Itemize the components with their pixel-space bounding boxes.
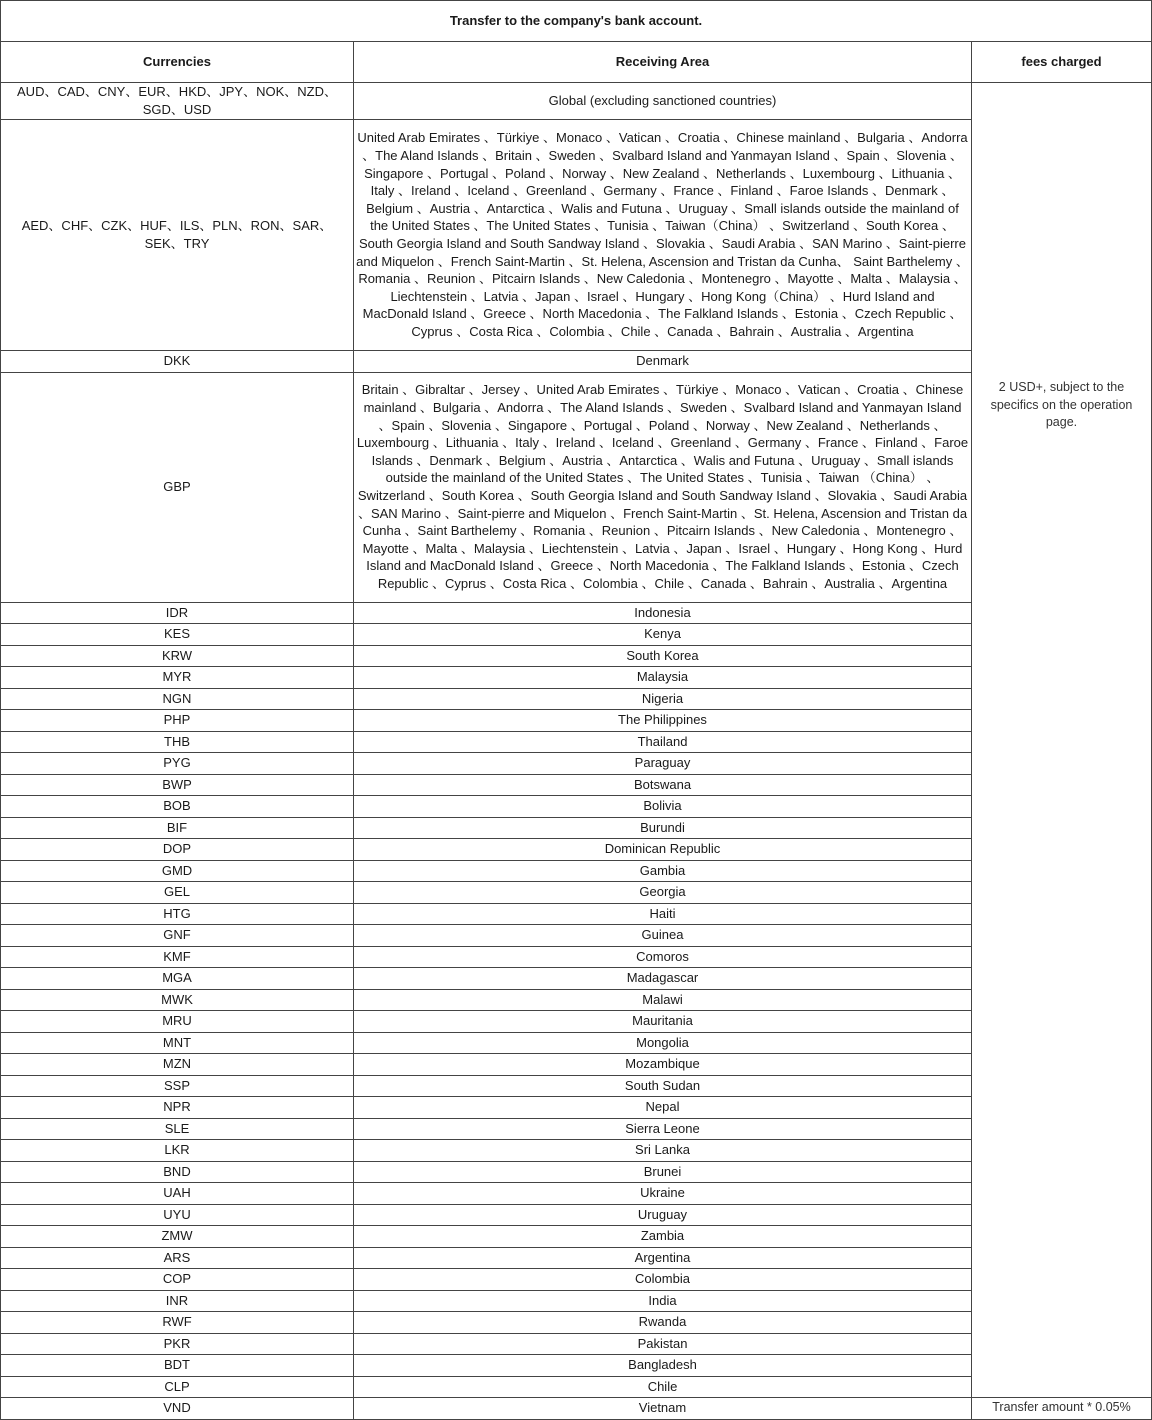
currency-cell: GMD	[1, 860, 354, 882]
currency-cell: AED、CHF、CZK、HUF、ILS、PLN、RON、SAR、SEK、TRY	[1, 120, 354, 351]
receiving-area-cell: Indonesia	[354, 602, 972, 624]
currency-cell: KES	[1, 624, 354, 646]
currency-cell: GEL	[1, 882, 354, 904]
table-title: Transfer to the company's bank account.	[1, 1, 1152, 42]
receiving-area-cell: The Philippines	[354, 710, 972, 732]
receiving-area-cell: Zambia	[354, 1226, 972, 1248]
header-currencies: Currencies	[1, 42, 354, 83]
header-fees-charged: fees charged	[972, 42, 1152, 83]
receiving-area-cell: South Korea	[354, 645, 972, 667]
receiving-area-cell: Vietnam	[354, 1398, 972, 1420]
receiving-area-cell: Sri Lanka	[354, 1140, 972, 1162]
receiving-area-cell: Madagascar	[354, 968, 972, 990]
currency-cell: MRU	[1, 1011, 354, 1033]
currency-cell: PHP	[1, 710, 354, 732]
fees-charged-cell: 2 USD+, subject to the specifics on the operation page.	[972, 83, 1152, 1398]
receiving-area-cell: Uruguay	[354, 1204, 972, 1226]
receiving-area-cell: Botswana	[354, 774, 972, 796]
receiving-area-cell: Mozambique	[354, 1054, 972, 1076]
currency-cell: BOB	[1, 796, 354, 818]
receiving-area-cell: Sierra Leone	[354, 1118, 972, 1140]
currency-cell: GNF	[1, 925, 354, 947]
currency-cell: BDT	[1, 1355, 354, 1377]
table-body	[1, 83, 1152, 1420]
receiving-area-cell: Burundi	[354, 817, 972, 839]
currency-cell: VND	[1, 1398, 354, 1420]
currency-cell: DKK	[1, 351, 354, 373]
receiving-area-cell: India	[354, 1290, 972, 1312]
receiving-area-cell: Thailand	[354, 731, 972, 753]
currency-cell: DOP	[1, 839, 354, 861]
currency-cell: MNT	[1, 1032, 354, 1054]
receiving-area-cell: Denmark	[354, 351, 972, 373]
currency-cell: CLP	[1, 1376, 354, 1398]
receiving-area-cell: Georgia	[354, 882, 972, 904]
receiving-area-cell: Gambia	[354, 860, 972, 882]
receiving-area-cell: Nepal	[354, 1097, 972, 1119]
receiving-area-cell: Argentina	[354, 1247, 972, 1269]
fees-charged-last-cell: Transfer amount * 0.05%	[972, 1398, 1152, 1420]
currency-cell: LKR	[1, 1140, 354, 1162]
currency-cell: COP	[1, 1269, 354, 1291]
receiving-area-cell: South Sudan	[354, 1075, 972, 1097]
receiving-area-cell: Pakistan	[354, 1333, 972, 1355]
receiving-area-cell: Malawi	[354, 989, 972, 1011]
currency-cell: NPR	[1, 1097, 354, 1119]
receiving-area-cell: Guinea	[354, 925, 972, 947]
currency-cell: THB	[1, 731, 354, 753]
currency-cell: BND	[1, 1161, 354, 1183]
table-row	[1, 1398, 1152, 1420]
receiving-area-cell: Colombia	[354, 1269, 972, 1291]
currency-cell: RWF	[1, 1312, 354, 1334]
currency-cell: MWK	[1, 989, 354, 1011]
receiving-area-cell: Britain 、Gibraltar 、Jersey 、United Arab Emirates 、Türkiye 、Monaco 、Vatican 、Croatia 、Chinese mainland 、Bulgaria 、Andorra 、The Aland Islands 、Sweden 、Svalbard Island and Yanmayan Island 、Spain 、Slovenia 、Singapore 、Portugal 、Poland 、Norway 、New Zealand 、Netherlands 、Luxembourg 、Lithuania 、Italy 、Ireland 、Iceland 、Greenland 、Germany 、France 、Finland 、Faroe Islands 、Denmark 、Belgium 、Austria 、Antarctica 、Walis and Futuna 、Uruguay 、Small islands outside the mainland of the United States 、The United States 、Tunisia 、Taiwan （China） 、Switzerland 、South Korea 、South Georgia Island and South Sandway Island 、Slovakia 、Saudi Arabia 、SAN Marino 、Saint-pierre and Miquelon 、French Saint-Martin 、St. Helena, Ascension and Tristan da Cunha 、Saint Barthelemy 、Romania 、Reunion 、Pitcairn Islands 、New Caledonia 、Montenegro 、Mayotte 、Malta 、Malaysia 、Liechtenstein 、Latvia 、Japan 、Israel 、Hungary 、Hong Kong 、Hurd Island and MacDonald Island 、Greece 、North Macedonia 、The Falkland Islands 、Estonia 、Czech Republic 、Cyprus 、Costa Rica 、Colombia 、Chile 、Canada 、Bahrain 、Australia 、Argentina	[354, 372, 972, 602]
currency-cell: NGN	[1, 688, 354, 710]
currency-cell: HTG	[1, 903, 354, 925]
currency-cell: ARS	[1, 1247, 354, 1269]
currency-cell: BWP	[1, 774, 354, 796]
table-row	[1, 83, 1152, 120]
currency-cell: UYU	[1, 1204, 354, 1226]
currency-cell: KRW	[1, 645, 354, 667]
currency-cell: MZN	[1, 1054, 354, 1076]
currency-cell: ZMW	[1, 1226, 354, 1248]
receiving-area-cell: Brunei	[354, 1161, 972, 1183]
currency-cell: SLE	[1, 1118, 354, 1140]
currency-cell: SSP	[1, 1075, 354, 1097]
currency-cell: PKR	[1, 1333, 354, 1355]
receiving-area-cell: Paraguay	[354, 753, 972, 775]
receiving-area-cell: Rwanda	[354, 1312, 972, 1334]
receiving-area-cell: Global (excluding sanctioned countries)	[354, 83, 972, 120]
receiving-area-cell: Chile	[354, 1376, 972, 1398]
receiving-area-cell: Comoros	[354, 946, 972, 968]
currency-cell: GBP	[1, 372, 354, 602]
receiving-area-cell: United Arab Emirates 、Türkiye 、Monaco 、Vatican 、Croatia 、Chinese mainland 、Bulgaria 、Andorra 、The Aland Islands 、Britain 、Sweden 、Svalbard Island and Yanmayan Island 、Spain 、Slovenia 、Singapore 、Portugal 、Poland 、Norway 、New Zealand 、Netherlands 、Luxembourg 、Lithuania 、Italy 、Ireland 、Iceland 、Greenland 、Germany 、France 、Finland 、Faroe Islands 、Denmark 、Belgium 、Austria 、Antarctica 、Walis and Futuna 、Uruguay 、Small islands outside the mainland of the United States 、The United States 、Tunisia 、Taiwan（China） 、Switzerland 、South Korea 、South Georgia Island and South Sandway Island 、Slovakia 、Saudi Arabia 、SAN Marino 、Saint-pierre and Miquelon 、French Saint-Martin 、St. Helena, Ascension and Tristan da Cunha、 Saint Barthelemy 、Romania 、Reunion 、Pitcairn Islands 、New Caledonia 、Montenegro 、Mayotte 、Malta 、Malaysia 、Liechtenstein 、Latvia 、Japan 、Israel 、Hungary 、Hong Kong（China） 、Hurd Island and MacDonald Island 、Greece 、North Macedonia 、The Falkland Islands 、Estonia 、Czech Republic 、Cyprus 、Costa Rica 、Colombia 、Chile 、Canada 、Bahrain 、Australia 、Argentina	[354, 120, 972, 351]
receiving-area-cell: Kenya	[354, 624, 972, 646]
receiving-area-cell: Bangladesh	[354, 1355, 972, 1377]
currency-cell: AUD、CAD、CNY、EUR、HKD、JPY、NOK、NZD、SGD、USD	[1, 83, 354, 120]
currency-cell: MYR	[1, 667, 354, 689]
receiving-area-cell: Haiti	[354, 903, 972, 925]
receiving-area-cell: Ukraine	[354, 1183, 972, 1205]
header-receiving-area: Receiving Area	[354, 42, 972, 83]
currency-cell: BIF	[1, 817, 354, 839]
currency-cell: IDR	[1, 602, 354, 624]
receiving-area-cell: Dominican Republic	[354, 839, 972, 861]
receiving-area-cell: Bolivia	[354, 796, 972, 818]
currency-cell: INR	[1, 1290, 354, 1312]
currency-cell: PYG	[1, 753, 354, 775]
currency-cell: UAH	[1, 1183, 354, 1205]
currency-cell: MGA	[1, 968, 354, 990]
receiving-area-cell: Malaysia	[354, 667, 972, 689]
receiving-area-cell: Mauritania	[354, 1011, 972, 1033]
receiving-area-cell: Nigeria	[354, 688, 972, 710]
currency-cell: KMF	[1, 946, 354, 968]
receiving-area-cell: Mongolia	[354, 1032, 972, 1054]
